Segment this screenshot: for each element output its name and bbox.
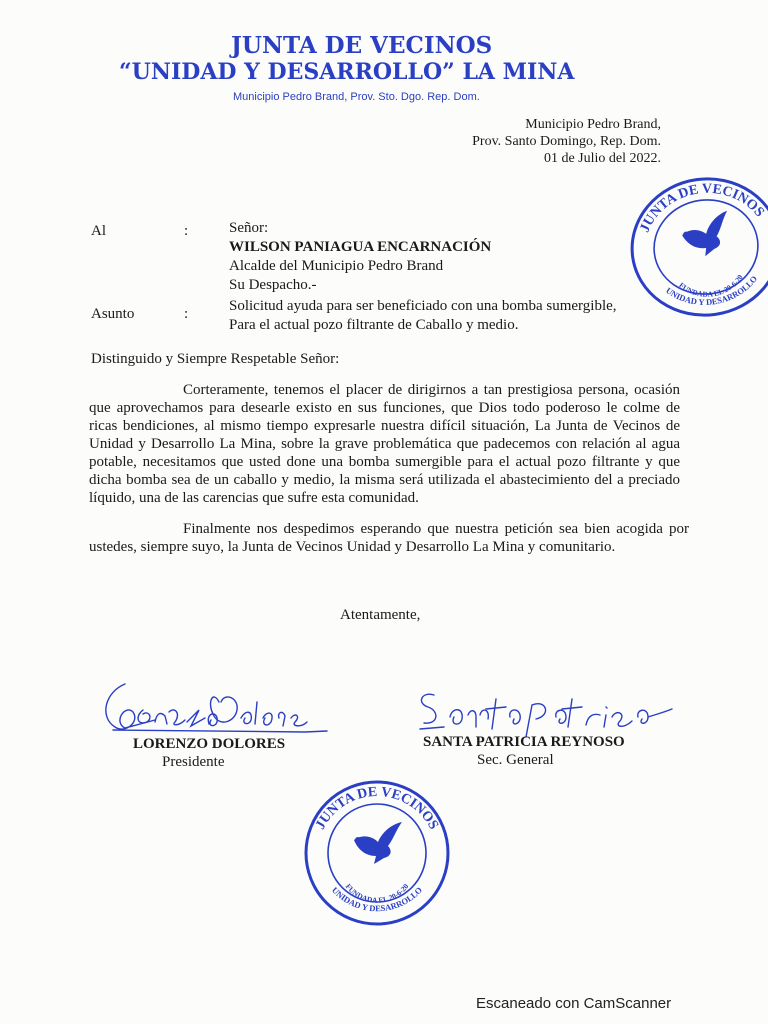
subject-label: Asunto: [91, 306, 135, 322]
stamp-bottom: [302, 778, 452, 928]
stamp-2-bottom-text: UNIDAD Y DESARROLLO: [329, 884, 425, 914]
recipient-office: Su Despacho.-: [229, 277, 317, 293]
subject-line1: Solicitud ayuda para ser beneficiado con una bomba sumergible,: [229, 298, 617, 314]
dove-icon: [680, 211, 733, 259]
recipient-colon: :: [184, 223, 189, 239]
signatory-2-name: SANTA PATRICIA REYNOSO: [423, 734, 625, 750]
dove-icon: [354, 822, 402, 864]
body-paragraph-2: Finalmente nos despedimos esperando que nuestra petición sea bien acogida por ustedes, siempre suyo, la Junta de Vecinos Unidad y Desarrollo La Mina y comunitario.: [89, 521, 689, 555]
body-paragraph-1: Corteramente, tenemos el placer de dirigirnos a tan prestigiosa persona, ocasión que aprovechamos para desearle existo en sus funciones, que Dios todo poderoso le colme de ricas bendiciones, al mismo tiempo expresarle nuestra difícil situación, La Junta de Vecinos de Unidad y Desarrollo La Mina, sobre la grave problemática que padecemos con relación al agua potable, necesitamos que usted done una bomba sumergible para el actual pozo filtrante y que dicha bomba sea de un caballo y medio, la misma será utilizada el abastecimiento del a preciado líquido, una de las carencias que sufre esta comunidad.: [89, 382, 680, 506]
subject-colon: :: [184, 306, 189, 322]
stamp-1-bottom-text: UNIDAD Y DESARROLLO: [664, 273, 760, 308]
stamp-top-right: [626, 172, 768, 322]
org-address: Municipio Pedro Brand, Prov. Sto. Dgo. Rep. Dom.: [233, 91, 480, 103]
org-title-line2: “UNIDAD Y DESARROLLO” LA MINA: [119, 59, 575, 85]
stamp-2-top-text: JUNTA DE VECINOS: [313, 784, 441, 833]
greeting: Distinguido y Siempre Respetable Señor:: [91, 351, 340, 367]
recipient-name: WILSON PANIAGUA ENCARNACIÓN: [229, 239, 492, 255]
org-title-line1: JUNTA DE VECINOS: [231, 32, 493, 59]
signatory-2-role: Sec. General: [477, 752, 554, 768]
subject-block: [229, 297, 617, 335]
stamp-1-inner-text: FUNDADA EL 20-6-20: [677, 272, 745, 299]
closing: Atentamente,: [340, 607, 421, 623]
place-date: [472, 116, 661, 167]
stamp-1-top-text: JUNTA DE VECINOS: [637, 181, 767, 235]
stamp-2-inner-text: FUNDADA EL 20-6-20: [343, 881, 411, 905]
signatory-1-name: LORENZO DOLORES: [133, 736, 286, 752]
camscanner-watermark: Escaneado con CamScanner: [476, 995, 672, 1012]
recipient-title: Alcalde del Municipio Pedro Brand: [229, 258, 444, 274]
recipient-block: [229, 219, 491, 295]
signature-lorenzo: [95, 672, 335, 742]
place-line1: Municipio Pedro Brand,: [525, 117, 661, 132]
signatory-1-role: Presidente: [162, 754, 225, 770]
place-line2: Prov. Santo Domingo, Rep. Dom.: [472, 134, 661, 149]
recipient-salutation: Señor:: [229, 220, 269, 236]
subject-line2: Para el actual pozo filtrante de Caballo y medio.: [229, 317, 519, 333]
recipient-label: Al: [91, 223, 106, 239]
date-line: 01 de Julio del 2022.: [543, 151, 661, 166]
